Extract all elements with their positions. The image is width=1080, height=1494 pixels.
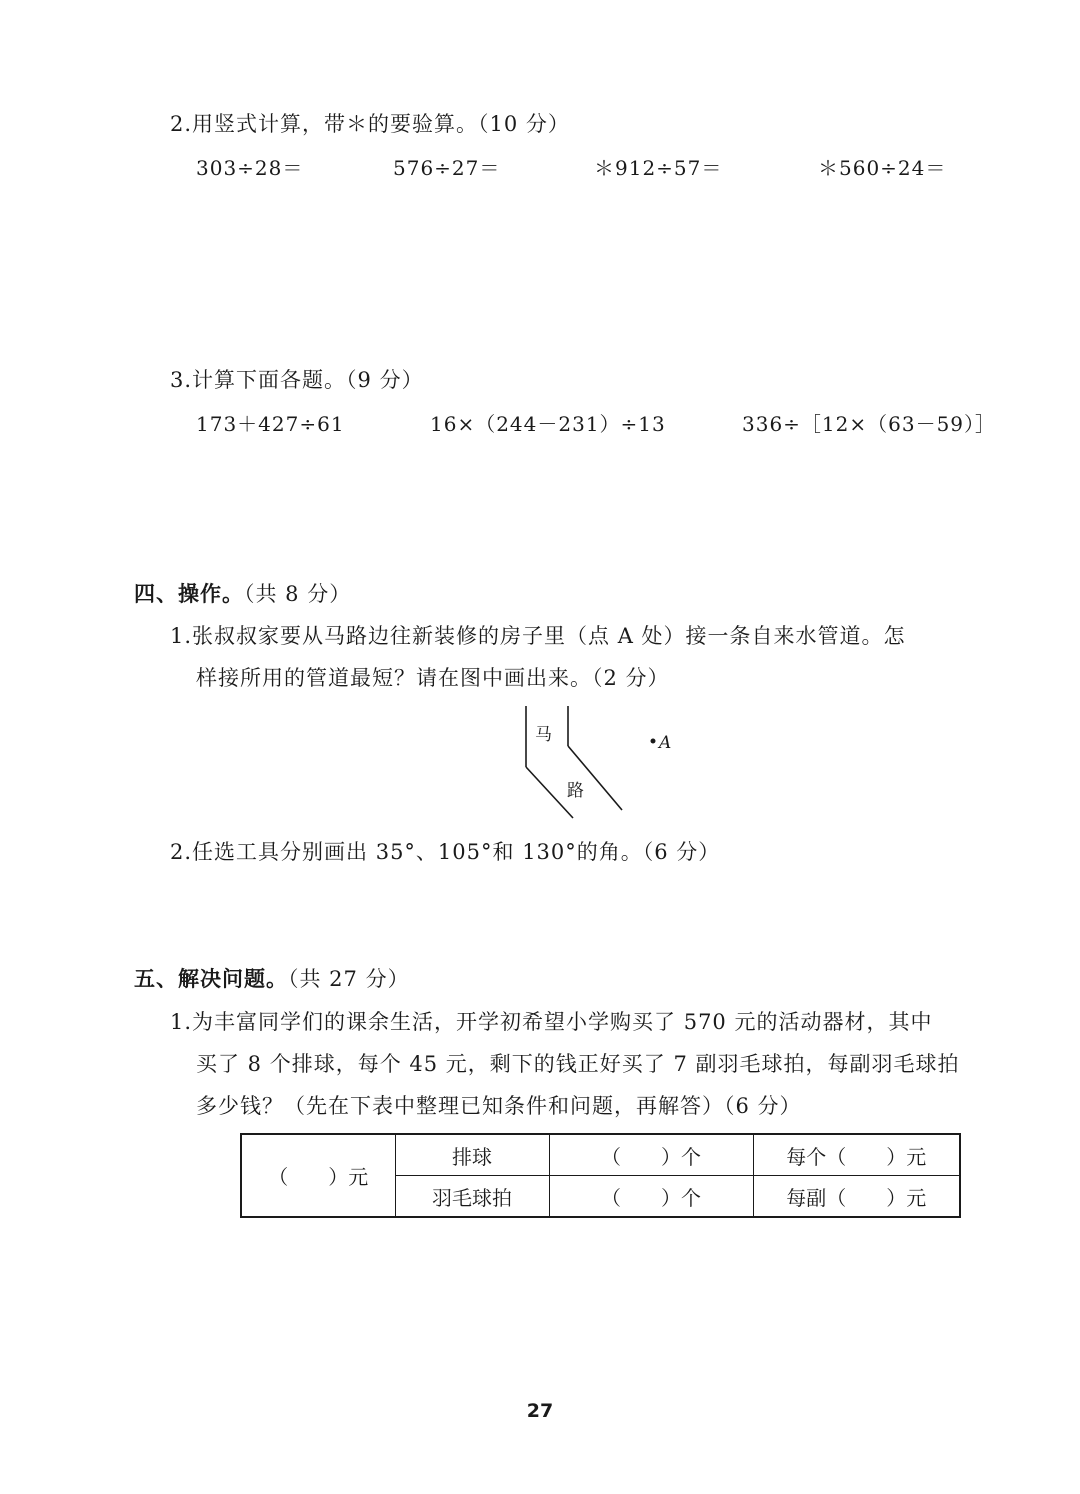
section5-heading: [134, 963, 410, 993]
section5-points: （共 27 分）: [288, 967, 410, 991]
s5-q1-line1: 1.为丰富同学们的课余生活，开学初希望小学购买了 570 元的活动器材，其中: [170, 1010, 933, 1034]
q3-expr-2: 16×（244－231）÷13: [430, 412, 666, 436]
s4-q1-line1: 1.张叔叔家要从马路边往新装修的房子里（点 A 处）接一条自来水管道。怎: [170, 624, 906, 648]
count-cell[interactable]: （ ）个: [549, 1134, 753, 1176]
q2-expr-4: ＊560÷24＝: [818, 156, 947, 180]
q2-expr-2: 576÷27＝: [393, 156, 501, 180]
road-char-2: 路: [567, 781, 584, 801]
item-cell: 排球: [395, 1134, 549, 1176]
s4-q2: 2.任选工具分别画出 35°、105°和 130°的角。（6 分）: [170, 840, 721, 864]
section4-points: （共 8 分）: [244, 582, 352, 606]
item-cell: 羽毛球拍: [395, 1176, 549, 1218]
conditions-table: [240, 1133, 961, 1218]
road-left-edge-lower: [526, 767, 573, 818]
q2-title: 2.用竖式计算，带＊的要验算。（10 分）: [170, 112, 570, 136]
road-diagram[interactable]: [515, 700, 685, 825]
s4-q1-line2: 样接所用的管道最短？请在图中画出来。（2 分）: [196, 666, 670, 690]
q3-expr-3: 336÷［12×（63－59）］: [742, 412, 997, 436]
q3-expr-1: 173＋427÷61: [196, 412, 345, 436]
total-cell[interactable]: （ ）元: [241, 1134, 395, 1217]
table-row: [241, 1134, 960, 1176]
point-a-label: A: [659, 733, 672, 753]
page-number: 27: [526, 1400, 554, 1422]
s5-q1-line3: 多少钱？（先在下表中整理已知条件和问题，再解答）（6 分）: [196, 1094, 802, 1118]
q2-expr-1: 303÷28＝: [196, 156, 304, 180]
q3-title: 3.计算下面各题。（9 分）: [170, 368, 424, 392]
s5-q1-line2: 买了 8 个排球，每个 45 元，剩下的钱正好买了 7 副羽毛球拍，每副羽毛球拍: [196, 1052, 960, 1076]
price-cell[interactable]: 每副（ ）元: [753, 1176, 960, 1218]
road-char-1: 马: [535, 725, 552, 745]
q2-expr-3: ＊912÷57＝: [594, 156, 723, 180]
section4-heading: [134, 578, 351, 608]
count-cell[interactable]: （ ）个: [549, 1176, 753, 1218]
price-cell[interactable]: 每个（ ）元: [753, 1134, 960, 1176]
point-a-dot[interactable]: [651, 739, 656, 744]
section4-heading-text: 四、操作。: [134, 582, 244, 606]
section5-heading-text: 五、解决问题。: [134, 967, 288, 991]
